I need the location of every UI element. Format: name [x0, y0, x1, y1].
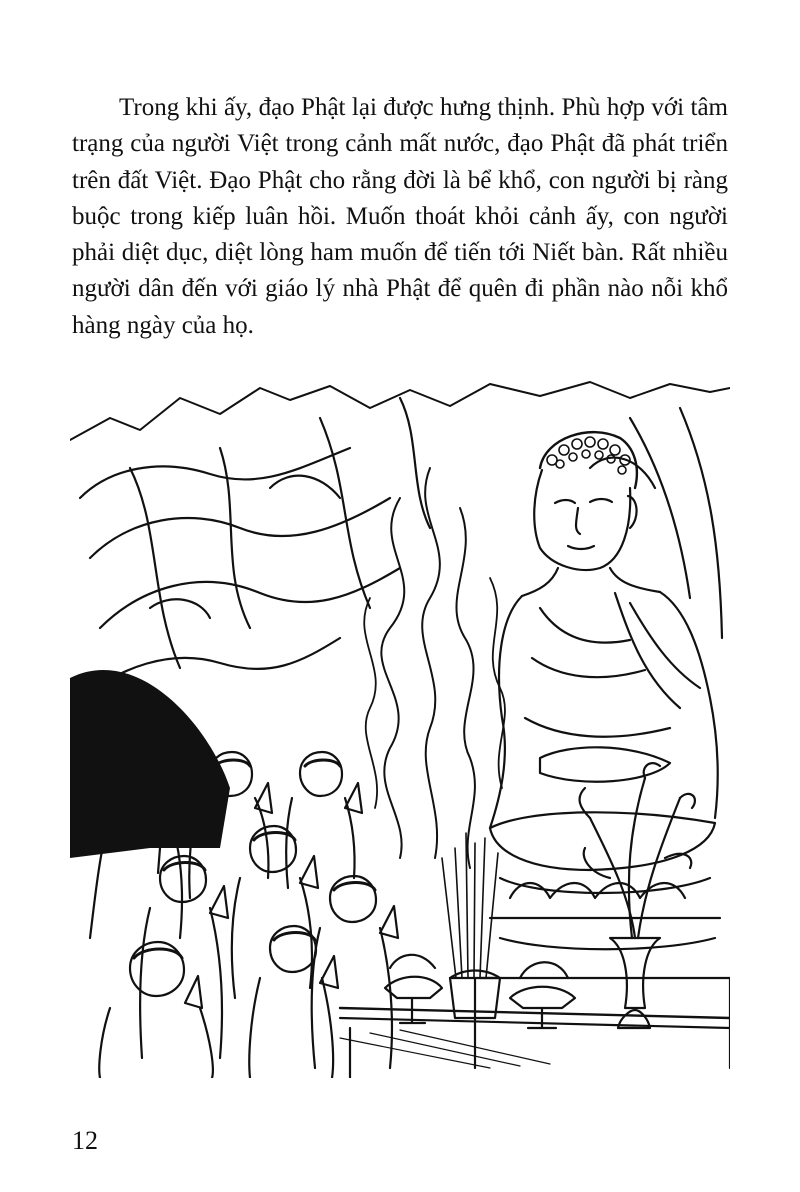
paragraph-line: trên đất Việt. Đạo Phật cho rằng đời là bể khổ, con người bị ràng	[72, 166, 728, 194]
incense-burner	[442, 833, 500, 1018]
paragraph-line: phải diệt dục, diệt lòng ham muốn để tiến tới Niết bàn. Rất nhiều	[72, 239, 728, 267]
buddha-cave-illustration	[70, 378, 730, 1078]
paragraph-line: trạng của người Việt trong cảnh mất nước, đạo Phật đã phát triển	[72, 130, 728, 158]
page-number: 12	[72, 1126, 98, 1155]
paragraph-line: hàng ngày của họ.	[72, 311, 254, 339]
buddha-figure	[475, 432, 730, 1068]
paragraph-line: người dân đến với giáo lý nhà Phật để quên đi phần nào nỗi khổ	[72, 275, 728, 303]
paragraph-line: Trong khi ấy, đạo Phật lại được hưng thịnh. Phù hợp với tâm	[119, 94, 728, 121]
body-paragraph	[72, 90, 728, 344]
paragraph-line: buộc trong kiếp luân hồi. Muốn thoát khỏi cảnh ấy, con người	[72, 202, 728, 230]
